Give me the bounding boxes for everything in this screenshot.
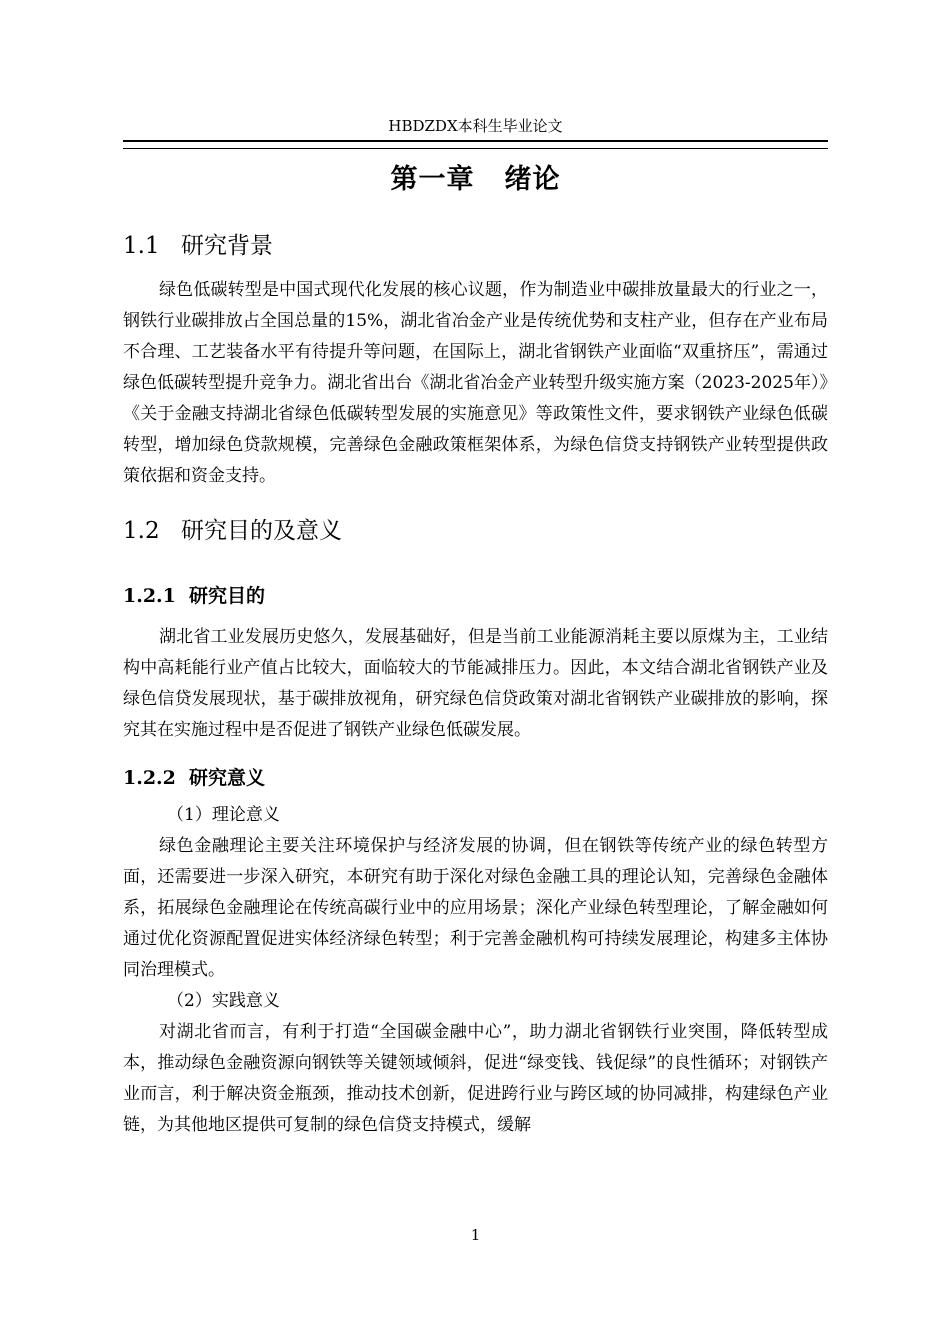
practice-significance-paragraph: 对湖北省而言，有利于打造“全国碳金融中心”，助力湖北省钢铁行业突围，降低转型成本，推动绿色金融资源向钢铁等关键领域倾斜，促进“绿变钱、钱促绿”的良性循环；对钢铁产业而言，利于解决资金瓶颈，推动技术创新，促进跨行业与跨区域的协同减排，构建绿色产业链，为其他地区提供可复制的绿色信贷支持模式，缓解: [123, 1022, 828, 1135]
section-title: 研究目的及意义: [181, 518, 342, 544]
section-1-1-paragraph: 绿色低碳转型是中国式现代化发展的核心议题，作为制造业中碳排放量最大的行业之一，钢铁行业碳排放占全国总量的15%，湖北省冶金产业是传统优势和支柱产业，但存在产业布局不合理、工艺装备水平有待提升等问题，在国际上，湖北省钢铁产业面临“双重挤压”，需通过绿色低碳转型提升竞争力。湖北省出台《湖北省冶金产业转型升级实施方案（2023-2025年）》《关于金融支持湖北省绿色低碳转型发展的实施意见》等政策性文件，要求钢铁产业绿色低碳转型，增加绿色贷款规模，完善绿色金融政策框架体系，为绿色信贷支持钢铁产业转型提供政策依据和资金支持。: [123, 280, 828, 486]
section-1-2-1-heading: [123, 582, 828, 610]
practice-significance-label: （2）实践意义: [167, 991, 280, 1011]
page-content: [123, 150, 828, 1141]
section-1-2-heading: [123, 514, 828, 548]
subsection-number: 1.2.1: [123, 585, 176, 607]
section-1-2-2-heading: [123, 764, 828, 792]
page-number: 1: [470, 1226, 481, 1244]
subsection-title: 研究目的: [189, 585, 266, 607]
subsection-title: 研究意义: [189, 767, 266, 789]
chapter-name: 绪论: [504, 164, 561, 195]
section-1-1-heading: [123, 229, 828, 263]
subsection-number: 1.2.2: [123, 767, 176, 789]
chapter-label: 第一章: [390, 164, 475, 195]
header-double-rule: [123, 140, 828, 149]
section-number: 1.1: [123, 233, 160, 259]
section-title: 研究背景: [181, 233, 273, 259]
running-header: HBDZDX本科生毕业论文: [388, 117, 563, 135]
section-number: 1.2: [123, 518, 160, 544]
chapter-title: [123, 160, 828, 200]
section-1-2-1-paragraph: 湖北省工业发展历史悠久，发展基础好，但是当前工业能源消耗主要以原煤为主，工业结构中高耗能行业产值占比较大，面临较大的节能减排压力。因此，本文结合湖北省钢铁产业及绿色信贷发展现状，基于碳排放视角，研究绿色信贷政策对湖北省钢铁产业碳排放的影响，探究其在实施过程中是否促进了钢铁产业绿色低碳发展。: [123, 627, 828, 740]
theory-significance-label: （1）理论意义: [167, 805, 280, 825]
theory-significance-paragraph: 绿色金融理论主要关注环境保护与经济发展的协调，但在钢铁等传统产业的绿色转型方面，还需要进一步深入研究，本研究有助于深化对绿色金融工具的理论认知，完善绿色金融体系，拓展绿色金融理论在传统高碳行业中的应用场景；深化产业绿色转型理论，了解金融如何通过优化资源配置促进实体经济绿色转型；利于完善金融机构可持续发展理论，构建多主体协同治理模式。: [123, 836, 828, 980]
